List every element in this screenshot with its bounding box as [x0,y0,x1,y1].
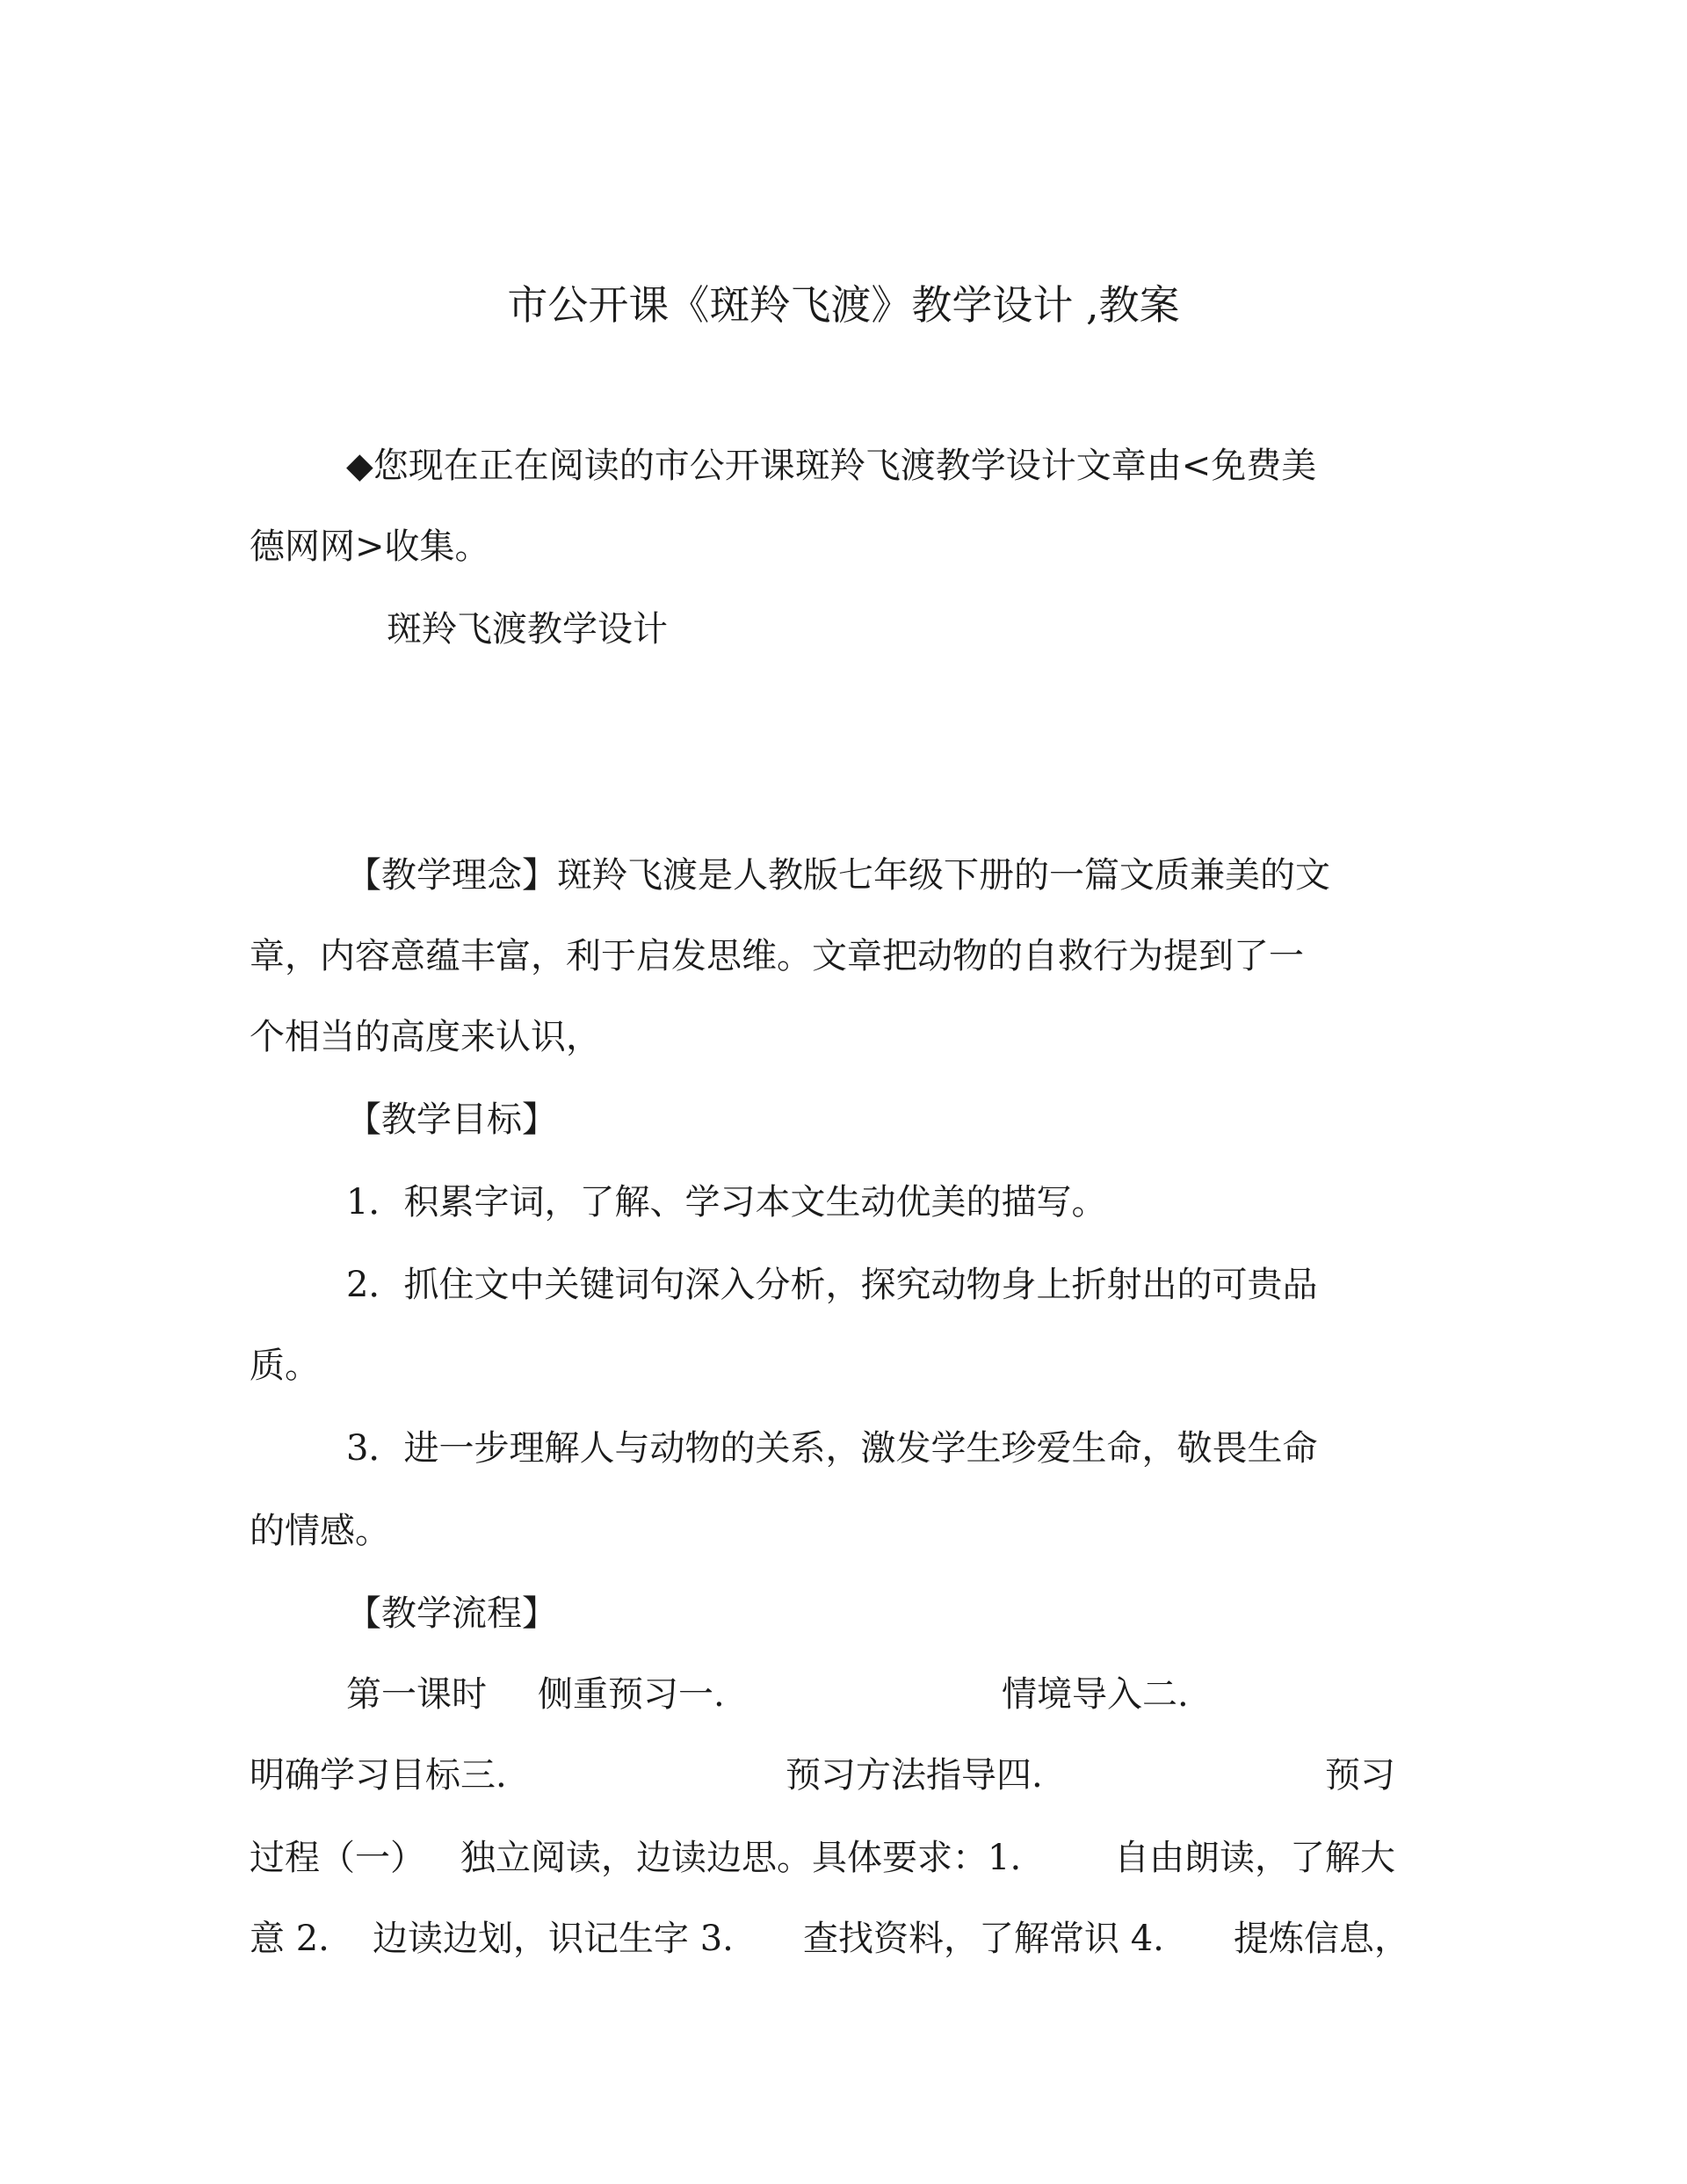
goal-2-line-1: 2．抓住文中关键词句深入分析，探究动物身上折射出的可贵品 [346,1265,1318,1305]
flow-learning-goals: 明确学习目标三. [250,1755,507,1796]
flow-find-materials: 查找资料，了解常识 4. [803,1919,1164,1959]
flow-lesson-label: 第一课时 [346,1674,487,1715]
flow-extract-info: 提炼信息， [1234,1919,1409,1959]
flow-method-guide: 预习方法指导四. [786,1755,1043,1796]
goals-heading: 【教学目标】 [346,1099,557,1140]
goal-2-line-2: 质。 [250,1346,320,1386]
goal-3-line-1: 3．进一步理解人与动物的关系，激发学生珍爱生命，敬畏生命 [346,1428,1318,1469]
flow-independent-reading: 独立阅读，边读边思。具体要求：1. [460,1838,1022,1878]
flow-situation-intro: 情境导入二. [1002,1674,1189,1715]
flow-preview: 预习 [1325,1755,1395,1796]
concept-line-2: 章，内容意蕴丰富，利于启发思维。文章把动物的自救行为提到了一 [250,936,1304,976]
document-title: 市公开课《斑羚飞渡》教学设计 ,教案 [507,281,1180,329]
goal-1: 1．积累字词，了解、学习本文生动优美的描写。 [346,1182,1107,1223]
flow-meaning: 意 2. [250,1919,329,1959]
concept-line-3: 个相当的高度来认识， [250,1017,601,1057]
concept-line-1: 【教学理念】斑羚飞渡是人教版七年级下册的一篇文质兼美的文 [346,855,1330,896]
flow-preview-focus: 侧重预习一. [538,1674,725,1715]
intro-line-2: 德网网>收集。 [250,526,490,567]
flow-mark-words: 边读边划，识记生字 3. [373,1919,734,1959]
intro-line-1: ◆您现在正在阅读的市公开课斑羚飞渡教学设计文章由<免费美 [346,446,1317,486]
goal-3-line-2: 的情感。 [250,1511,390,1551]
section-subtitle: 斑羚飞渡教学设计 [387,609,668,649]
flow-free-reading: 自由朗读，了解大 [1114,1838,1395,1878]
flow-process-one: 过程（一） [250,1838,425,1878]
process-heading: 【教学流程】 [346,1593,557,1634]
